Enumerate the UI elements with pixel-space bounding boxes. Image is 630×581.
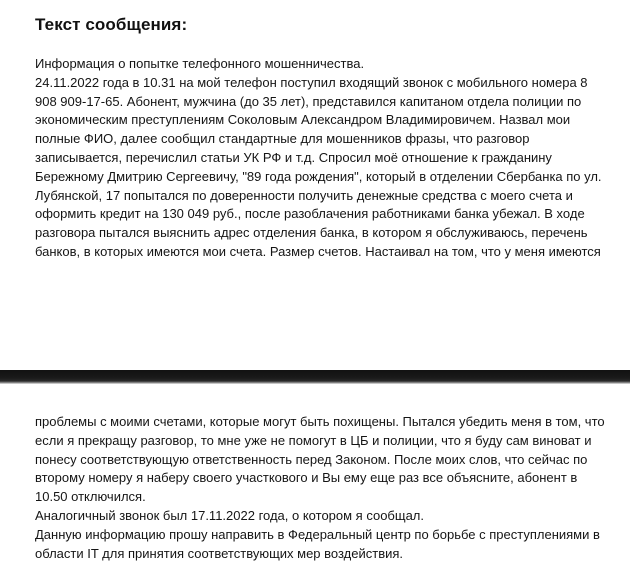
text-line: разговора пытался выяснить адрес отделения банка, в котором я обслуживаюсь, перечень <box>35 225 588 241</box>
message-body-part-1 <box>35 55 625 262</box>
text-line: области IT для принятия соответствующих мер воздействия. <box>35 545 404 561</box>
text-line: проблемы с моими счетами, которые могут быть похищены. Пытался убедить меня в том, что <box>35 414 605 429</box>
text-line: банков, в которых имеются мои счета. Размер счетов. Настаивал на том, что у меня имеются <box>35 243 601 259</box>
text-line: 24.11.2022 года в 10.31 на мой телефон поступил входящий звонок с мобильного номера 8 <box>35 74 588 90</box>
page-break-divider <box>0 370 630 384</box>
document-page-bottom <box>0 384 630 581</box>
text-line: если я прекращу разговор, то мне уже не помогут в ЦБ и полиции, что я буду сам виноват и <box>35 432 592 448</box>
text-line: Данную информацию прошу направить в Федеральный центр по борьбе с преступлениями в <box>35 526 600 542</box>
text-line: Лубянской, 17 попытался по доверенности получить денежные средства с моего счета и <box>35 187 573 203</box>
text-line: 908 909-17-65. Абонент, мужчина (до 35 лет), представился капитаном отдела полиции по <box>35 93 582 109</box>
text-line: полные ФИО, далее сообщил стандартные для мошенников фразы, что разговор <box>35 131 530 147</box>
text-line: понесу соответствующую ответственность перед Законом. После моих слов, что сейчас по <box>35 451 588 467</box>
text-line: записывается, перечислил статьи УК РФ и т.д. Спросил моё отношение к гражданину <box>35 149 552 165</box>
message-heading: Текст сообщения: <box>35 15 188 34</box>
message-body-part-2 <box>35 413 625 563</box>
text-line: оформить кредит на 130 049 руб., после разоблачения работниками банка убежал. В ходе <box>35 206 585 222</box>
text-line: экономическим преступлениям Соколовым Александром Владимировичем. Назвал мои <box>35 112 571 128</box>
text-line: Информация о попытке телефонного мошенничества. <box>35 56 365 71</box>
text-line: Бережному Дмитрию Сергеевичу, "89 года рождения", который в отделении Сбербанка по ул. <box>35 168 602 184</box>
text-line: Аналогичный звонок был 17.11.2022 года, о котором я сообщал. <box>35 507 425 523</box>
text-line: 10.50 отключился. <box>35 489 146 505</box>
text-line: второму номеру я наберу своего участкового и Вы ему еще раз все объясните, абонент в <box>35 470 578 486</box>
